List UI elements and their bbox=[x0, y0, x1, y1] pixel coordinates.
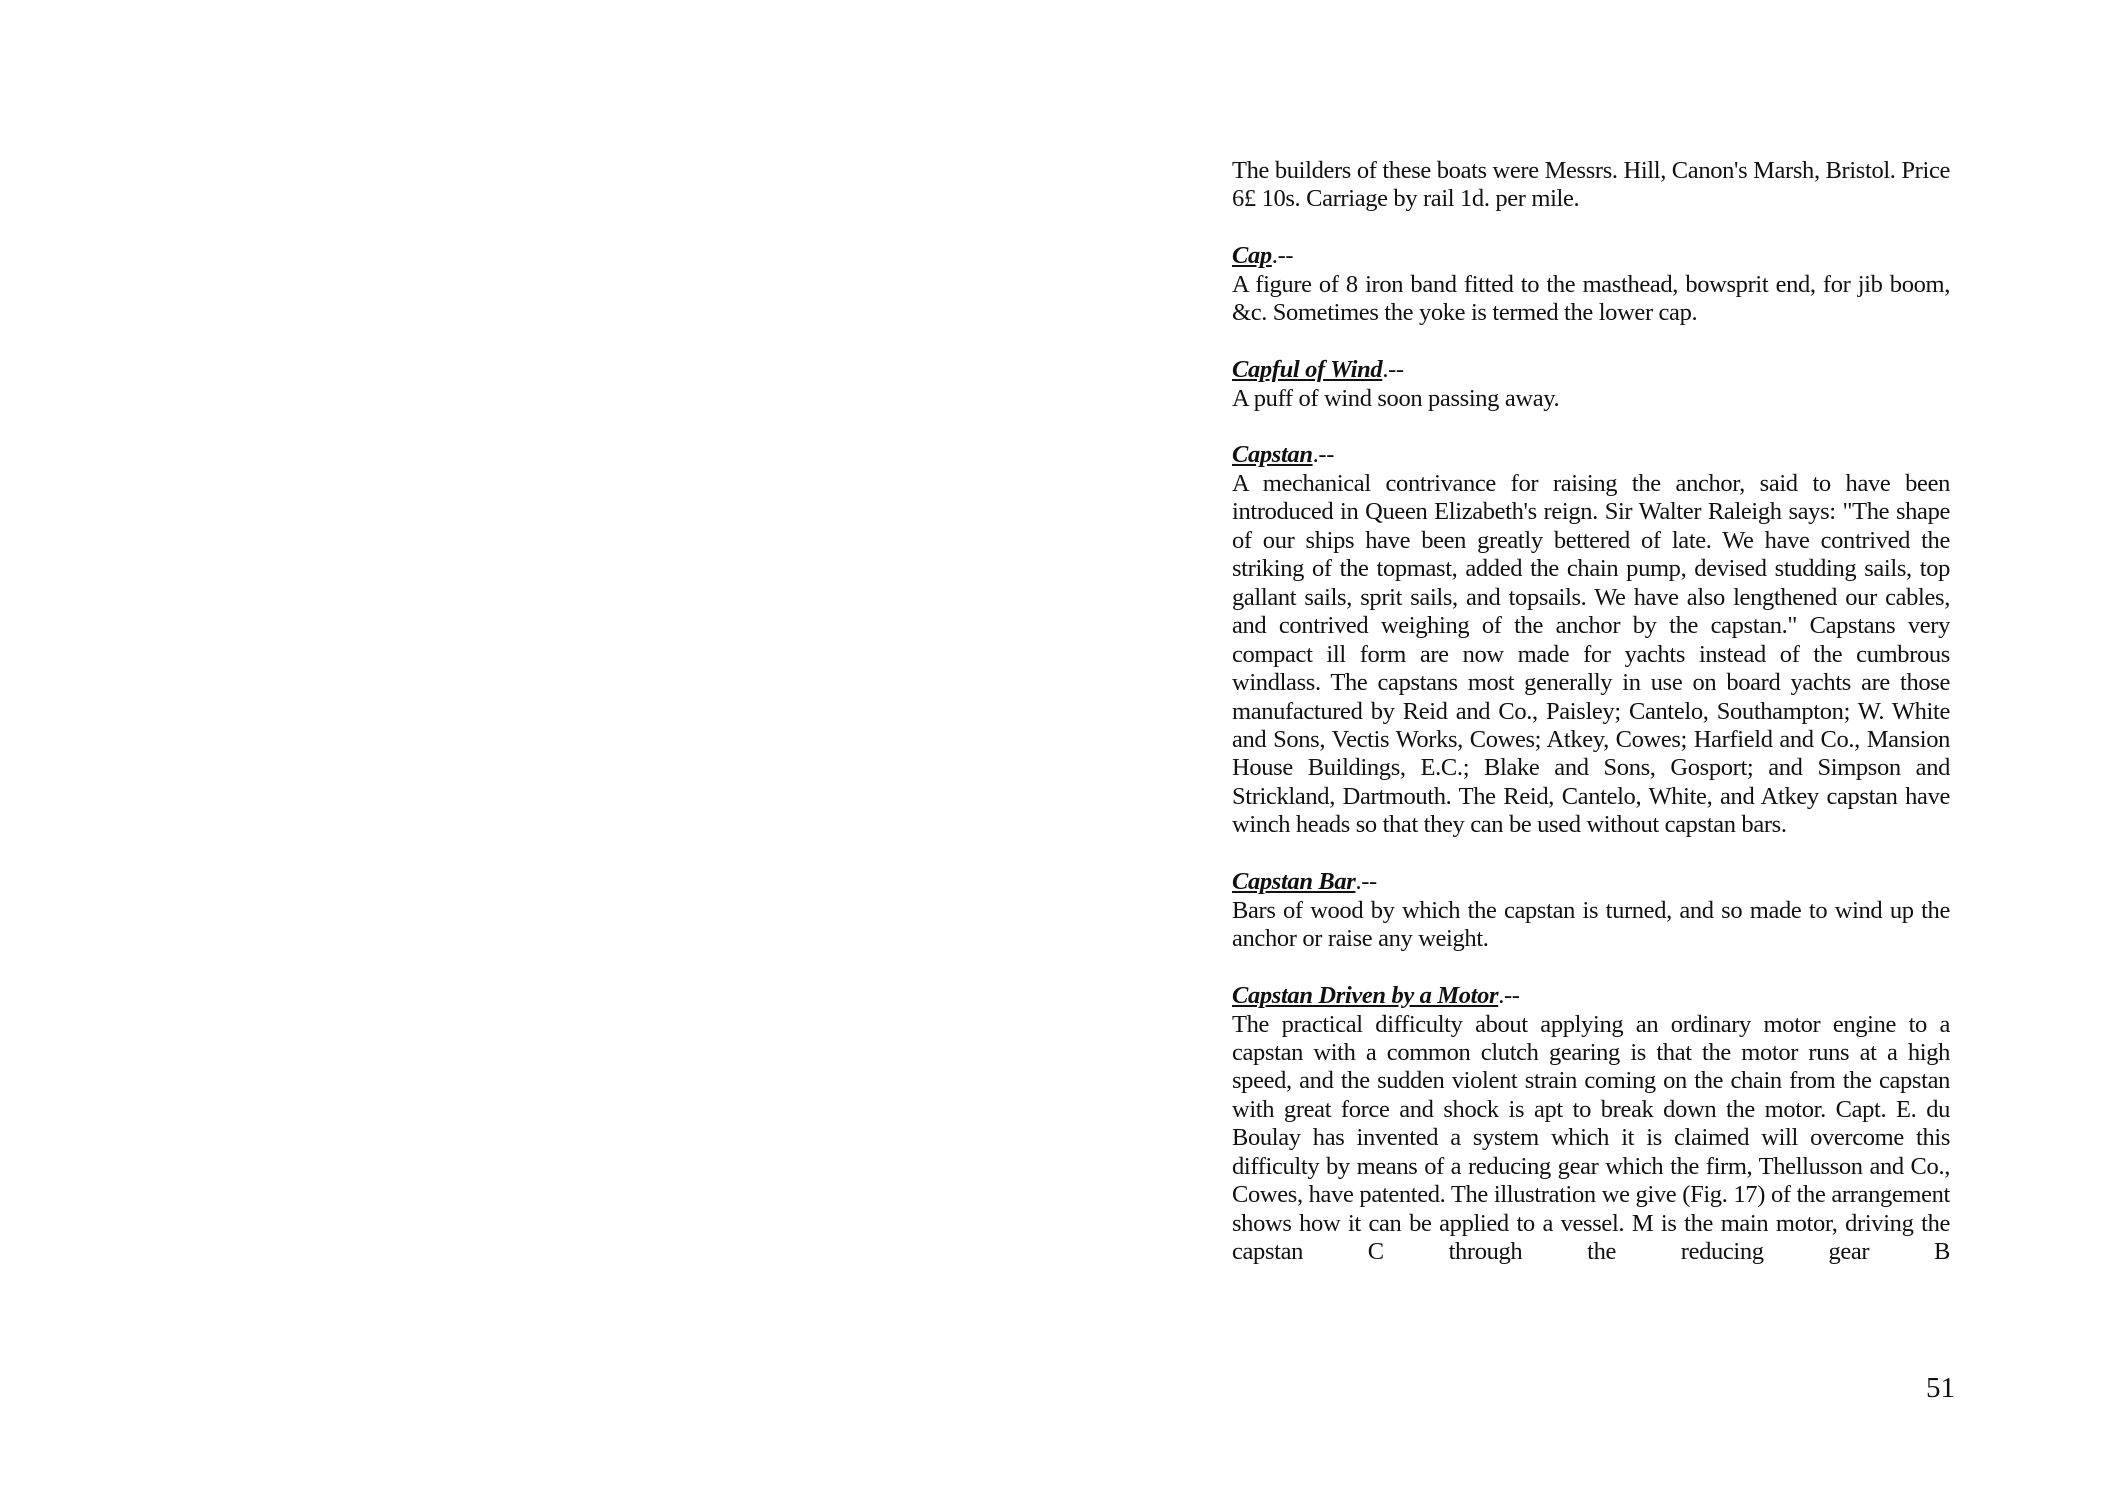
entry-definition: Bars of wood by which the capstan is turned, and so made to wind up the anchor or raise any weight. bbox=[1232, 896, 1950, 953]
entry-term: Capstan bbox=[1232, 441, 1313, 469]
glossary-entry-capstan-bar bbox=[1232, 868, 1950, 953]
entry-separator: .-- bbox=[1271, 242, 1294, 270]
entry-heading bbox=[1232, 982, 1950, 1010]
entry-heading bbox=[1232, 242, 1950, 270]
entry-separator: .-- bbox=[1498, 982, 1520, 1010]
glossary-entry-capstan bbox=[1232, 441, 1950, 839]
page-body-text bbox=[1232, 157, 1950, 1295]
entry-term: Capstan Driven by a Motor bbox=[1232, 982, 1499, 1010]
glossary-entry-capstan-driven-by-a-motor bbox=[1232, 982, 1950, 1267]
entry-heading bbox=[1232, 441, 1950, 469]
intro-paragraph bbox=[1232, 157, 1950, 214]
page-number: 51 bbox=[1926, 1372, 1955, 1404]
entry-separator: .-- bbox=[1382, 356, 1404, 384]
entry-separator: .-- bbox=[1312, 441, 1335, 469]
glossary-entry-cap bbox=[1232, 242, 1950, 327]
entry-definition: A mechanical contrivance for raising the anchor, said to have been introduced in Queen Elizabeth's reign. Sir Walter Raleigh says: "The shape of our ships have been greatly bettered of late. We have contrived the striking of the topmast, added the chain pump, devised studding sails, top gallant sails, sprit sails, and topsails. We have also lengthened our cables, and contrived weighing of the anchor by the capstan." Capstans very compact ill form are now made for yachts instead of the cumbrous windlass. The capstans most generally in use on board yachts are those manufactured by Reid and Co., Paisley; Cantelo, Southampton; W. White and Sons, Vectis Works, Cowes; Atkey, Cowes; Harfield and Co., Mansion House Buildings, E.C.; Blake and Sons, Gosport; and Simpson and Strickland, Dartmouth. The Reid, Cantelo, White, and Atkey capstan have winch heads so that they can be used without capstan bars. bbox=[1232, 469, 1950, 839]
entry-heading bbox=[1232, 356, 1950, 384]
entry-term: Cap bbox=[1232, 242, 1272, 270]
entry-definition: The practical difficulty about applying an ordinary motor engine to a capstan with a common clutch gearing is that the motor runs at a high speed, and the sudden violent strain coming on the chain from the capstan with great force and shock is apt to break down the motor. Capt. E. du Boulay has invented a system which it is claimed will overcome this difficulty by means of a reducing gear which the firm, Thellusson and Co., Cowes, have patented. The illustration we give (Fig. 17) of the arrangement shows how it can be applied to a vessel. M is the main motor, driving the capstan C through the reducing gear B bbox=[1232, 1010, 1950, 1266]
blank-left-page bbox=[0, 0, 1052, 1489]
entry-term: Capstan Bar bbox=[1232, 868, 1356, 896]
glossary-entry-capful-of-wind bbox=[1232, 356, 1950, 413]
entry-term: Capful of Wind bbox=[1232, 356, 1383, 384]
entry-separator: .-- bbox=[1355, 868, 1377, 896]
intro-text: The builders of these boats were Messrs. Hill, Canon's Marsh, Bristol. Price 6£ 10s. Carriage by rail 1d. per mile. bbox=[1232, 157, 1950, 213]
entry-definition: A puff of wind soon passing away. bbox=[1232, 384, 1560, 412]
entry-definition: A figure of 8 iron band fitted to the masthead, bowsprit end, for jib boom, &c. Sometimes the yoke is termed the lower cap. bbox=[1232, 270, 1950, 327]
entry-heading bbox=[1232, 868, 1950, 896]
